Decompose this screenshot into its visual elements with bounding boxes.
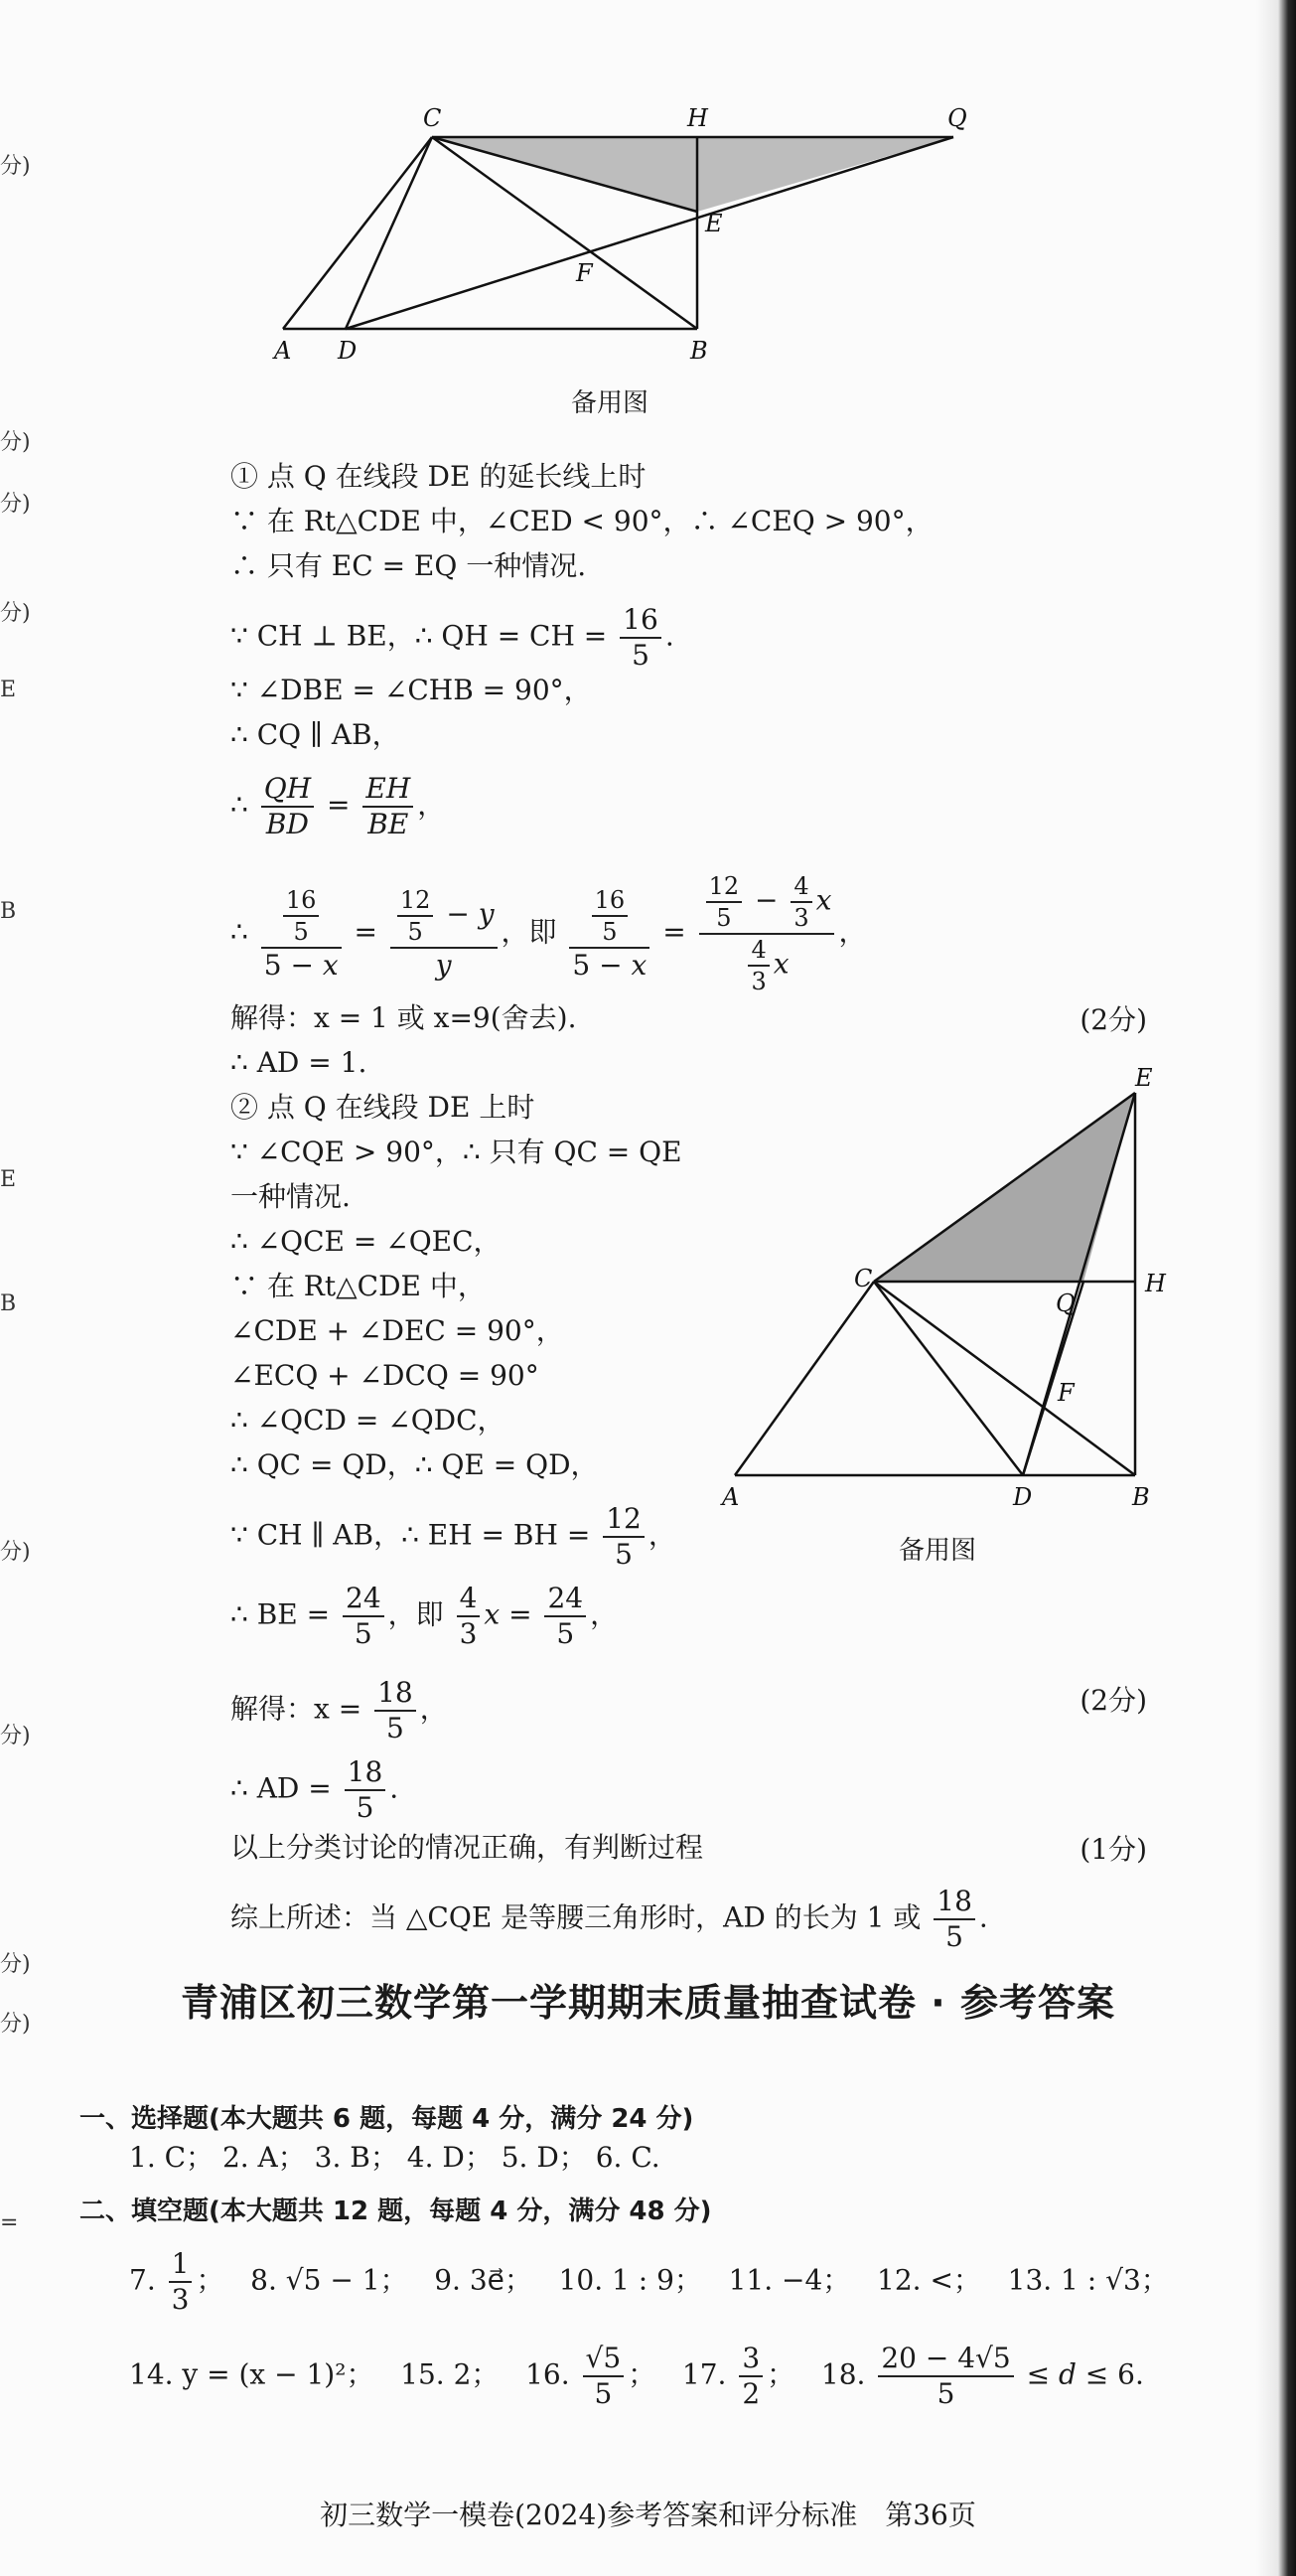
- fraction: $\frac{18}{5}$: [934, 1888, 975, 1951]
- case2-text: 解得：x =: [230, 1692, 362, 1726]
- margin-fragment: 分): [0, 430, 31, 455]
- point-label-A: A: [722, 1483, 740, 1511]
- point-label-C: C: [854, 1265, 873, 1292]
- choice-answers: 1. C； 2. A； 3. B； 4. D； 5. D； 6. C.: [129, 2141, 660, 2174]
- segment-CA: [735, 1282, 874, 1475]
- case2-line: ∴ QC = QD，∴ QE = QD，: [230, 1448, 599, 1481]
- case1-line: ∴ CQ ∥ AB，: [230, 718, 400, 751]
- point-label-F: F: [1058, 1379, 1075, 1407]
- case1-text: ∵ CH ⊥ BE，∴ QH = CH =: [230, 619, 608, 653]
- case2-line: ∵ ∠CQE > 90°，∴ 只有 QC = QE: [230, 1136, 682, 1168]
- section-heading: 一、选择题(本大题共 6 题，每题 4 分，满分 24 分): [79, 2104, 694, 2134]
- margin-fragment: B: [0, 899, 17, 924]
- fraction: $\frac{3}{2}$: [739, 2345, 763, 2408]
- conclusion-line: 综上所述：当 △CQE 是等腰三角形时，AD 的长为 1 或 $\frac{18}{5}$ .: [230, 1885, 988, 1953]
- shaded-triangle: [432, 137, 953, 212]
- page-footer: 初三数学一模卷(2024)参考答案和评分标准 第36页: [320, 2499, 976, 2531]
- point-label-C: C: [423, 104, 442, 132]
- case2-intro: ② 点 Q 在线段 DE 上时: [230, 1091, 535, 1124]
- fraction: $\frac{√5}{5}$: [583, 2345, 625, 2408]
- case2-text: ∴ BE =: [230, 1597, 331, 1631]
- margin-fragment: E: [0, 678, 17, 702]
- point-label-D: D: [1013, 1483, 1033, 1511]
- case2-text: ∴ AD =: [230, 1771, 332, 1805]
- point-label-H: H: [687, 104, 708, 132]
- fraction: $\frac{1}{3}$: [169, 2250, 193, 2314]
- fraction: $\frac{18}{5}$: [374, 1679, 416, 1743]
- fraction: $\frac{12}{5}$ − y y: [390, 888, 498, 980]
- point-label-Q: Q: [1056, 1289, 1076, 1317]
- answer-9: 9. 3e⃗；: [434, 2263, 532, 2297]
- case1-line: 解得：x = 1 或 x=9(舍去).: [230, 1001, 577, 1034]
- margin-fragment: 分): [0, 601, 31, 626]
- fill-answers-row-1: 7. $\frac{1}{3}$ ； 8. √5 − 1； 9. 3e⃗； 10. 1 : 9； 11. −4； 12. <； 13. 1 : √3；: [129, 2247, 1169, 2316]
- answer-14: 14. y = (x − 1)²；: [129, 2357, 374, 2391]
- point-label-A: A: [274, 337, 292, 365]
- case2-line: ∴ AD = $\frac{18}{5}$ .: [230, 1755, 399, 1824]
- margin-fragment: 分): [0, 1540, 31, 1565]
- fraction: $\frac{24}{5}$: [544, 1585, 586, 1648]
- point-label-E: E: [705, 210, 723, 237]
- case2-line: ∠ECQ + ∠DCQ = 90°: [230, 1359, 539, 1392]
- section-heading: 二、填空题(本大题共 12 题，每题 4 分，满分 48 分): [79, 2197, 712, 2226]
- point-label-E: E: [1135, 1068, 1153, 1092]
- margin-fragment: 分): [0, 1724, 31, 1748]
- fraction: $\frac{4}{3}$: [457, 1585, 481, 1648]
- margin-fragment: 分): [0, 1952, 31, 1977]
- fill-answers-row-2: 14. y = (x − 1)²； 15. 2； 16. $\frac{√5}{5}$ ； 17. $\frac{3}{2}$ ； 18. $\frac{20 - 4√5}{5}$ ≤ d ≤ 6.: [129, 2342, 1144, 2410]
- figure-2-caption: 备用图: [899, 1536, 977, 1566]
- case2-line: ∠CDE + ∠DEC = 90°，: [230, 1314, 564, 1347]
- geometry-figure-1: [268, 94, 983, 373]
- therefore-symbol: ∴: [230, 915, 248, 949]
- answer-11: 11. −4；: [728, 2263, 851, 2297]
- fraction: $\frac{18}{5}$: [345, 1758, 386, 1822]
- case2-line: 一种情况.: [230, 1180, 351, 1213]
- margin-fragment: 分): [0, 492, 31, 517]
- case1-line: ∴ $\frac{\frac{16}{5}}{5 - x}$ = $\frac{12}{5}$ − y y ，即 $\frac{\frac{16}{5}}{5 - x}$ = $\frac{12}{5}$ − $\frac{4}{3}$ x $\frac{4}{3}$ x ，: [230, 872, 867, 995]
- fraction: $\frac{12}{5}$: [603, 1505, 645, 1569]
- point-label-Q: Q: [947, 104, 967, 132]
- fraction: $\frac{24}{5}$: [343, 1585, 384, 1648]
- case1-line: ∵ ∠DBE = ∠CHB = 90°，: [230, 674, 592, 706]
- case2-line: ∴ BE = $\frac{24}{5}$ ，即 $\frac{4}{3}$ x = $\frac{24}{5}$ ，: [230, 1582, 619, 1650]
- point-label-H: H: [1145, 1270, 1166, 1297]
- point-label-B: B: [1132, 1483, 1150, 1511]
- geometry-figure-2: [710, 1068, 1187, 1515]
- case2-line: 解得：x = $\frac{18}{5}$ ，: [230, 1676, 448, 1744]
- therefore-symbol: ∴: [230, 788, 248, 822]
- answer-15: 15. 2；: [400, 2357, 500, 2391]
- margin-fragment: E: [0, 1167, 17, 1192]
- case2-line: ∴ ∠QCD = ∠QDC，: [230, 1404, 505, 1437]
- figure-1-caption: 备用图: [571, 388, 649, 418]
- segment-CB: [874, 1282, 1135, 1475]
- case1-line: ∵ CH ⊥ BE，∴ QH = CH = $\frac{16}{5}$ .: [230, 603, 674, 672]
- margin-fragment: 分): [0, 154, 31, 179]
- point-label-F: F: [576, 259, 593, 287]
- binding-shadow: [1256, 0, 1296, 2576]
- case2-line: 以上分类讨论的情况正确，有判断过程: [230, 1831, 704, 1864]
- score-mark: (2分): [1080, 1003, 1147, 1036]
- case1-line: ∴ 只有 EC = EQ 一种情况.: [230, 549, 587, 582]
- fraction: $\frac{\frac{16}{5}}{5 - x}$: [261, 888, 342, 980]
- margin-fragment: B: [0, 1291, 17, 1316]
- answer-10: 10. 1 : 9；: [558, 2263, 702, 2297]
- segment-CD: [874, 1282, 1023, 1475]
- fraction: $\frac{\frac{16}{5}}{5 - x}$: [569, 888, 649, 980]
- fraction: $\frac{16}{5}$: [620, 606, 661, 670]
- margin-fragment: 分): [0, 2012, 31, 2037]
- case2-text: ∵ CH ∥ AB，∴ EH = BH =: [230, 1518, 591, 1552]
- fraction: $\frac{QH}{BD}$: [261, 775, 314, 838]
- fraction: $\frac{20 - 4√5}{5}$: [878, 2345, 1013, 2408]
- score-mark: (2分): [1080, 1684, 1147, 1717]
- margin-fragment: =: [0, 2210, 19, 2235]
- case1-intro: ① 点 Q 在线段 DE 的延长线上时: [230, 460, 647, 493]
- case2-text: ，即: [387, 1597, 444, 1631]
- case2-line: ∴ ∠QCE = ∠QEC，: [230, 1225, 502, 1258]
- score-mark: (1分): [1080, 1833, 1147, 1866]
- case1-line: ∴ AD = 1.: [230, 1046, 367, 1079]
- fraction: $\frac{EH}{BE}$: [362, 775, 413, 838]
- case1-line: ∴ $\frac{QH}{BD}$ = $\frac{EH}{BE}$ ，: [230, 772, 446, 840]
- page-title: 青浦区初三数学第一学期期末质量抽查试卷 · 参考答案: [181, 1981, 1115, 2025]
- answer-13: 13. 1 : √3；: [1007, 2263, 1169, 2297]
- case2-line: ∵ CH ∥ AB，∴ EH = BH = $\frac{12}{5}$ ，: [230, 1502, 676, 1571]
- point-label-B: B: [690, 337, 708, 365]
- point-label-D: D: [338, 337, 358, 365]
- answer-8: 8. √5 − 1；: [250, 2263, 408, 2297]
- conclusion-text: 综上所述：当 △CQE 是等腰三角形时，AD 的长为 1 或: [230, 1900, 922, 1934]
- fraction: $\frac{12}{5}$ − $\frac{4}{3}$ x $\frac{4}{3}$ x: [699, 874, 835, 993]
- answer-12: 12. <；: [877, 2263, 981, 2297]
- case1-line: ∵ 在 Rt△CDE 中，∠CED < 90°，∴ ∠CEQ > 90°，: [230, 505, 934, 537]
- case2-line: ∵ 在 Rt△CDE 中，: [230, 1270, 486, 1302]
